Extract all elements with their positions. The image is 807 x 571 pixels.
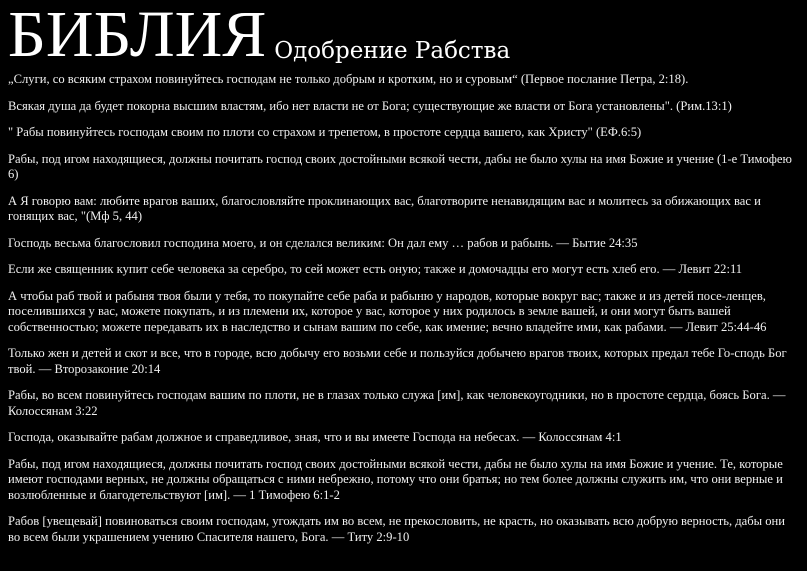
verse-item: Рабы, под игом находящиеся, должны почитать господ своих достойными всякой чести, дабы не было хулы на имя Божие и учение (1-е Тимофею 6) [8, 151, 792, 181]
verse-item: Господь весьма благословил господина моего, и он сделался великим: Он дал ему … рабов и рабынь. — Бытие 24:35 [8, 235, 638, 250]
verse-item: А Я говорю вам: любите врагов ваших, благословляйте проклинающих вас, благотворите ненавидящим вас и молитесь за обижающих вас и гонящих вас, "(Мф 5, 44) [8, 193, 761, 223]
header [8, 0, 511, 71]
verse-item: Господа, оказывайте рабам должное и справедливое, зная, что и вы имеете Господа на небесах. — Колоссянам 4:1 [8, 430, 622, 444]
verse-item: А чтобы раб твой и рабыня твоя были у тебя, то покупайте себе раба и рабыню у народов, которые вокруг вас; также и из детей посе-ленцев, поселившихся у вас, можете покупать, и из племени их, которое у вас, которое у них родилось в земле вашей, и они могут быть вашей собственностью; можете передавать их в наследство и сынам вашим по себе, как имение; вечно владейте ими, как рабами. — Левит 25:44-46 [8, 288, 767, 334]
page-title: БИБЛИЯ [8, 0, 267, 71]
verse-item: Если же священник купит себе человека за серебро, то сей может есть оную; также и домочадцы его могут есть хлеб его. — Левит 22:11 [8, 262, 743, 276]
verse-item: „Слуги, со всяким страхом повинуйтесь господам не только добрым и кротким, но и суровым“ (Первое послание Петра, 2:18). [8, 72, 689, 86]
verse-list [8, 72, 799, 556]
verse-item: Рабы, во всем повинуйтесь господам вашим по плоти, не в глазах только служа [им], как человекоугодники, но в простоте сердца, боясь Бога. — Колоссянам 3:22 [8, 388, 786, 418]
verse-item: Только жен и детей и скот и все, что в городе, всю добычу его возьми себе и пользуйся добычею врагов твоих, которых предал тебе Го-сподь Бог твой. — Второзаконие 20:14 [8, 346, 787, 376]
verse-item: Всякая душа да будет покорна высшим властям, ибо нет власти не от Бога; существующие же власти от Бога установлены". (Рим.13:1) [8, 98, 732, 113]
verse-item: Рабов [увещевай] повиноваться своим господам, угождать им во всем, не прекословить, не красть, но оказывать всю добрую верность, дабы они во всем были украшением учению Спасителя нашего, Бога. — Титу 2:9-10 [8, 514, 786, 544]
verse-item: " Рабы повинуйтесь господам своим по плоти со страхом и трепетом, в простоте сердца вашего, как Христу" (ЕФ.6:5) [8, 125, 642, 139]
page-subtitle: Одобрение Рабства [274, 38, 511, 64]
verse-item: Рабы, под игом находящиеся, должны почитать господ своих достойными всякой чести, дабы не было хулы на имя Божие и учение. Те, которые имеют господами верных, не должны обращаться с ними небрежно, потому что они братья; но тем более должны служить им, что они верные и возлюбленные и благодетельствуют [им]. — 1 Тимофею 6:1-2 [8, 456, 783, 502]
